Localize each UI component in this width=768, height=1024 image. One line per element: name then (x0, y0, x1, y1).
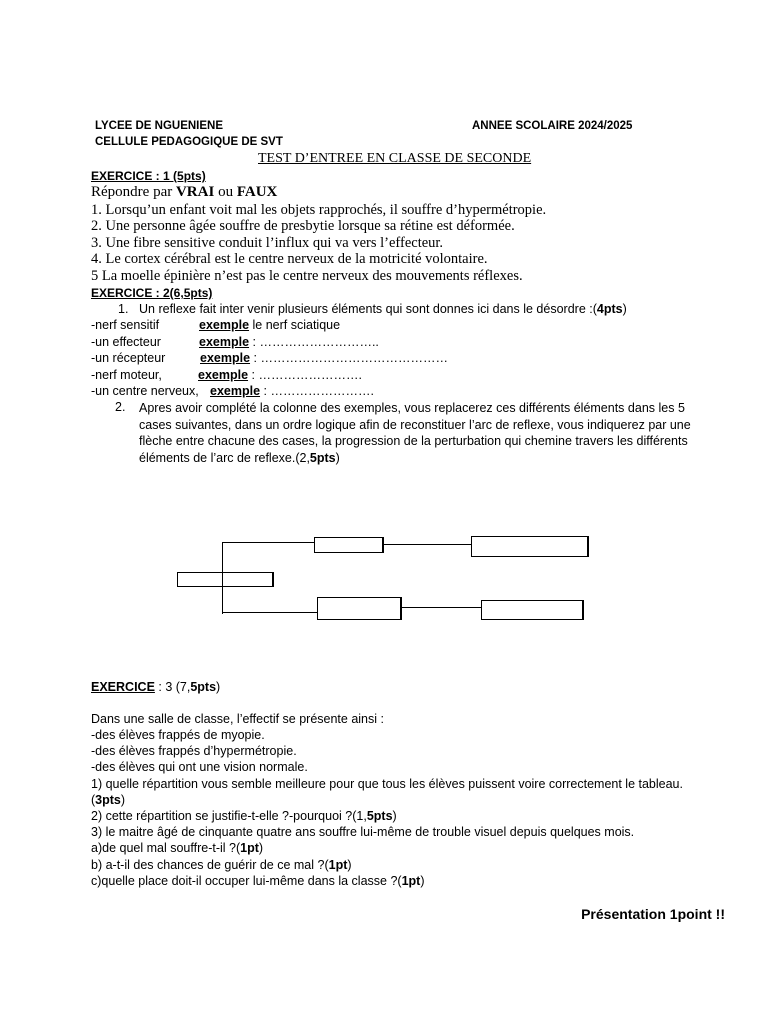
statement-3: 3. Une fibre sensitive conduit l’influx qui va vers l’effecteur. (91, 235, 444, 251)
element-row-example (198, 368, 362, 382)
empty-box-left[interactable] (177, 572, 274, 587)
example-answer-blank: : ……………………….. (249, 335, 379, 349)
element-row-example (200, 351, 448, 365)
points-close: ) (392, 809, 397, 823)
exercise-1-instruction (91, 184, 277, 201)
instruction-ou: ou (214, 184, 237, 200)
exercise-3-intro: Dans une salle de classe, l’effectif se présente ainsi : (91, 712, 384, 726)
exercise-1-title: EXERCICE : 1 (5pts) (91, 169, 206, 183)
class-group-hypermetropia: -des élèves frappés d’hypermétropie. (91, 744, 297, 758)
exercise-2-question-2 (139, 400, 721, 466)
points-close: ) (120, 793, 126, 807)
empty-box-bottom-right[interactable] (481, 600, 584, 620)
instruction-faux: FAUX (236, 184, 278, 200)
element-row-example (199, 318, 340, 332)
points-close: ) (347, 858, 352, 872)
exercise-3-question-2 (91, 809, 397, 823)
exercise-3-question-1-points (91, 793, 125, 807)
statement-4: 4. Le cortex cérébral est le centre nerveux de la motricité volontaire. (91, 251, 488, 267)
exercise-3-question-3: 3) le maitre âgé de cinquante quatre ans souffre lui-même de trouble visuel depuis quelques mois. (91, 825, 635, 839)
question-text: a)de quel mal souffre-t-il ?( (91, 841, 241, 855)
question-1-points: 4pts (596, 302, 623, 316)
exercise-3-label: EXERCICE (91, 680, 155, 694)
question-text: b) a-t-il des chances de guérir de ce mal ?( (91, 858, 329, 872)
points-value: 5pts (366, 809, 393, 823)
exercise-3-question-3a (91, 841, 263, 855)
exercise-3-question-3b (91, 858, 352, 872)
class-group-normal: -des élèves qui ont une vision normale. (91, 760, 308, 774)
exercise-2-title: EXERCICE : 2(6,5pts) (91, 286, 213, 300)
instruction-vrai: VRAI (175, 184, 215, 200)
element-row-label: -nerf moteur, (91, 368, 162, 382)
empty-box-top-middle[interactable] (314, 537, 384, 553)
element-row-label: -un récepteur (91, 351, 166, 365)
element-row-label: -un centre nerveux, (91, 384, 199, 398)
empty-box-top-right[interactable] (471, 536, 589, 557)
exercise-3-question-1: 1) quelle répartition vous semble meilleure pour que tous les élèves puissent voire correctement le tableau. (91, 777, 683, 791)
example-answer: le nerf sciatique (249, 318, 341, 332)
points-value: 1pt (240, 841, 259, 855)
exercise-2-question-1 (139, 302, 627, 316)
points-close: ) (420, 874, 425, 888)
instruction-prefix: Répondre par (91, 184, 176, 200)
question-2-close: ) (335, 450, 340, 465)
example-answer-blank: : ……………………. (260, 384, 374, 398)
question-1-close: ) (622, 302, 627, 316)
points-open: ( (91, 793, 96, 807)
exercise-3-number: : 3 (7, (154, 680, 191, 694)
points-value: 3pts (95, 793, 121, 807)
question-2-points: 5pts (309, 450, 336, 465)
exercise-3-question-3c (91, 874, 424, 888)
element-row-example (210, 384, 374, 398)
example-keyword: exemple (200, 351, 251, 365)
statement-5: 5 La moelle épinière n’est pas le centre nerveux des mouvements réflexes. (91, 268, 523, 284)
school-name: LYCEE DE NGUENIENE (95, 120, 224, 132)
example-answer-blank: : ……………………………………… (250, 351, 448, 365)
question-2-text: Apres avoir complété la colonne des exemples, vous replacerez ces différents éléments dans les 5 cases suivantes, dans un ordre logique afin de reconstituer l’arc de reflexe, vous indiquerez par une flèche entre chacune des cases, la progression de la perturbation qui chemine travers les différents éléments de l’arc de reflexe.(2, (139, 401, 691, 465)
question-1-text: Un reflexe fait inter venir plusieurs éléments qui sont donnes ici dans le désordre :( (139, 302, 597, 316)
connector-top (222, 542, 315, 543)
school-year: ANNEE SCOLAIRE 2024/2025 (472, 120, 633, 132)
class-group-myopia: -des élèves frappés de myopie. (91, 728, 265, 742)
element-row-label: -un effecteur (91, 335, 161, 349)
page-title: TEST D’ENTREE EN CLASSE DE SECONDE (258, 151, 532, 166)
exercise-3-title (91, 680, 220, 694)
example-keyword: exemple (199, 318, 250, 332)
statement-1: 1. Lorsqu’un enfant voit mal les objets rapprochés, il souffre d’hypermétropie. (91, 202, 547, 218)
example-answer-blank: : ……………………. (248, 368, 362, 382)
points-value: 1pt (328, 858, 348, 872)
exercise-3-close: ) (216, 680, 221, 694)
question-text: 2) cette répartition se justifie-t-elle ?-pourquoi ?(1, (91, 809, 367, 823)
example-keyword: exemple (199, 335, 250, 349)
example-keyword: exemple (210, 384, 261, 398)
connector-bottom-right (401, 607, 481, 608)
empty-box-bottom-middle[interactable] (317, 597, 402, 620)
exercise-2-question-2-number: 2. (115, 400, 126, 414)
statement-2: 2. Une personne âgée souffre de presbytie lorsque sa rétine est déformée. (91, 218, 515, 234)
connector-top-right (383, 544, 471, 545)
points-close: ) (258, 841, 264, 855)
element-row-label: -nerf sensitif (91, 318, 160, 332)
exercise-2-question-1-number: 1. (118, 302, 129, 316)
points-value: 1pt (401, 874, 421, 888)
question-text: c)quelle place doit-il occuper lui-même dans la classe ?( (91, 874, 402, 888)
exercise-3-points: 5pts (190, 680, 217, 694)
connector-bottom (222, 612, 318, 613)
example-keyword: exemple (198, 368, 249, 382)
presentation-note: Présentation 1point !! (581, 906, 725, 922)
department-name: CELLULE PEDAGOGIQUE DE SVT (95, 136, 283, 148)
element-row-example (199, 335, 379, 349)
